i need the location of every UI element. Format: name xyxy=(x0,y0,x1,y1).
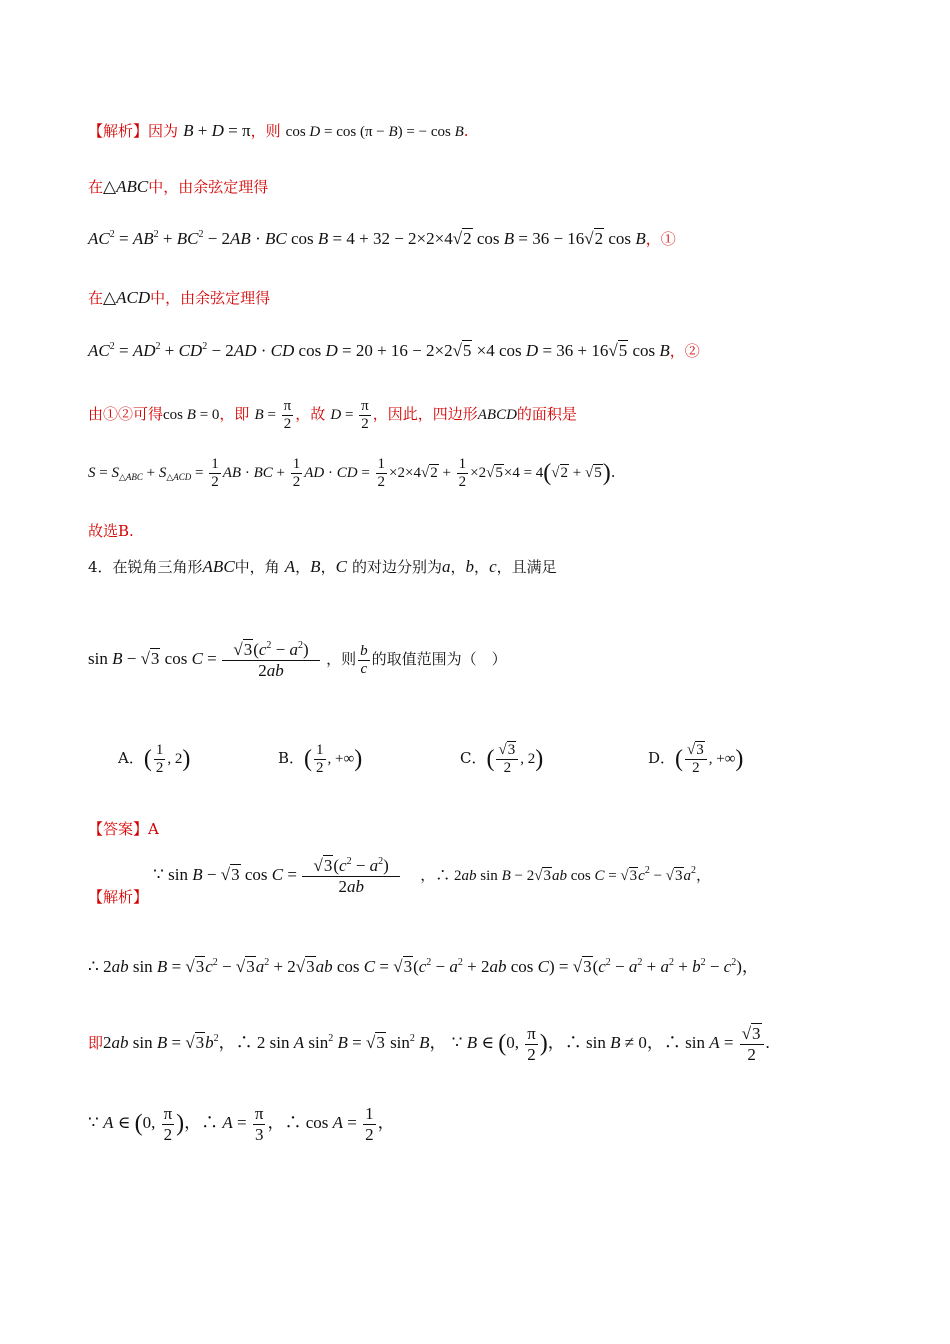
formula: 2ab $\sin B = √3b^2$，∴ 2 sin A $\sin^2 B = √3$ $\sin^2 B$， xyxy=(103,1032,447,1052)
formula: ABCD xyxy=(477,407,517,424)
text: 的对边分别为 xyxy=(352,558,443,576)
formula: ( $\frac{1}{2}$ , 2) xyxy=(143,742,191,777)
formula: cos B = 0 xyxy=(163,407,220,424)
formula: ABC xyxy=(202,557,235,576)
text: 中，角 xyxy=(234,558,280,576)
formula: a xyxy=(442,557,451,576)
formula: ( $\frac{1}{2}$ , +∞) xyxy=(304,742,363,777)
text: 即 xyxy=(88,1033,104,1052)
equation-1 xyxy=(88,228,890,249)
text: ，② xyxy=(669,342,700,360)
question-4-condition xyxy=(88,640,890,680)
option-label: A． xyxy=(118,749,144,768)
solution-line-2 xyxy=(88,952,890,977)
option-label: B． xyxy=(278,749,305,768)
text: 的取值范围为（ ） xyxy=(371,649,507,668)
formula: ( $\frac{√3}{2}$ , +∞) xyxy=(675,742,744,777)
equation-2 xyxy=(88,340,890,361)
formula: ∵ sin B − √3 cos C = $\frac{√3(c^2 - a^2)}{2ab}$ xyxy=(153,865,401,884)
analysis-tag: 【解析】 xyxy=(88,122,149,140)
text: 在 xyxy=(88,289,104,307)
formula: D = $\frac{\pi}{2}$ xyxy=(330,398,369,433)
text: 因为 xyxy=(148,122,179,140)
formula: △ABC xyxy=(103,177,149,196)
text: ，① xyxy=(645,230,676,248)
formula: B + D = π xyxy=(183,121,251,140)
text: 的面积是 xyxy=(516,405,577,424)
formula: A xyxy=(284,557,296,576)
formula: sin B − √3 cos C = $\frac{√3(c^2 - a^2)}{2ab}$ xyxy=(88,649,321,668)
formula: $\frac{b}{c}$ xyxy=(360,642,368,678)
analysis-line-1 xyxy=(88,120,890,141)
option-label: C． xyxy=(460,749,487,768)
formula: △ACD xyxy=(103,288,151,307)
text: ，即 xyxy=(219,405,250,424)
text: 4．在锐角三角形 xyxy=(88,558,203,576)
text: ，则 xyxy=(326,649,357,668)
text: 在 xyxy=(88,178,104,196)
answer-line xyxy=(88,818,890,839)
formula: cos D = cos (π − B) = − cos B xyxy=(285,124,464,140)
text: ，因此，四边形 xyxy=(372,405,478,424)
analysis-line-3 xyxy=(88,287,890,308)
formula: ∵ A ∈ (0, $\frac{\pi}{2}$ )，∴ A = $\frac{\pi}{3}$ ，∴ cos A = $\frac{1}{2}$ ， xyxy=(88,1104,395,1144)
solution-line-1 xyxy=(88,856,890,907)
analysis-line-2 xyxy=(88,176,890,197)
analysis-line-5 xyxy=(88,520,890,541)
text: . xyxy=(463,122,469,140)
text: 中，由余弦定理得 xyxy=(148,178,269,196)
text: 由①②可得 xyxy=(88,405,164,424)
option-c[interactable] xyxy=(460,742,543,778)
text: 中，由余弦定理得 xyxy=(150,289,271,307)
option-d[interactable] xyxy=(648,742,743,778)
formula: $AC^2 = AB^2 + BC^2 - 2AB$ · BC cos B = 4 + 32 − 2×2×4√2 cos B = 36 − 16√2 cos B xyxy=(88,229,646,248)
option-a[interactable] xyxy=(118,742,190,778)
answer-text: 【答案】A xyxy=(88,820,159,838)
formula: $AC^2 = AD^2 + CD^2 - 2AD$ · CD cos D = 20 + 16 − 2×2√5 ×4 cos D = 36 + 16√5 cos B xyxy=(88,341,670,360)
text: ，则 xyxy=(250,122,281,140)
analysis-tag: 【解析】 xyxy=(88,887,149,906)
text: . xyxy=(610,463,616,482)
question-4: 4．在锐角三角形ABC中，角 A，B，C 的对边分别为a，b，c，且满足 xyxy=(88,557,557,576)
solution-line-4 xyxy=(88,1104,890,1144)
option-label: D． xyxy=(648,749,676,768)
solution-line-3 xyxy=(88,1024,890,1064)
text: 故选B. xyxy=(88,522,134,540)
formula: B = $\frac{\pi}{2}$ xyxy=(254,398,292,433)
formula: $S = S_{\triangle ABC} + S_{\triangle ACD}$ = $\frac{1}{2}$ AB · BC + $\frac{1}{2}$ AD · CD = $\frac{1}{2}$ ×2×4√2 + $\frac{1}{2}$ ×2√5×4 = 4(√2 + √5) xyxy=(88,456,611,491)
analysis-line-4 xyxy=(88,398,890,434)
formula: ( $\frac{√3}{2}$ , 2) xyxy=(486,742,544,777)
text: ，故 xyxy=(295,405,326,424)
formula: ，∴ 2ab sin B − 2√3ab $\cos C = √3c^2 - √3a^2$， xyxy=(420,864,712,884)
text: ，且满足 xyxy=(496,558,557,576)
option-b[interactable] xyxy=(278,742,362,778)
formula: ∴ 2ab $\sin B = √3c^2 - √3a^2 + 2√3ab$ $\cos C = √3(c^2 - a^2 + 2ab$ $\cos C) = √3(c^2 - a^2 + a^2 + b^2 - c^2)$， xyxy=(88,957,759,976)
equation-3 xyxy=(88,456,890,492)
formula: ∵ B ∈ (0, $\frac{\pi}{2}$ )，∴ sin B ≠ 0，∴ sin A = $\frac{√3}{2}$ . xyxy=(451,1024,770,1064)
